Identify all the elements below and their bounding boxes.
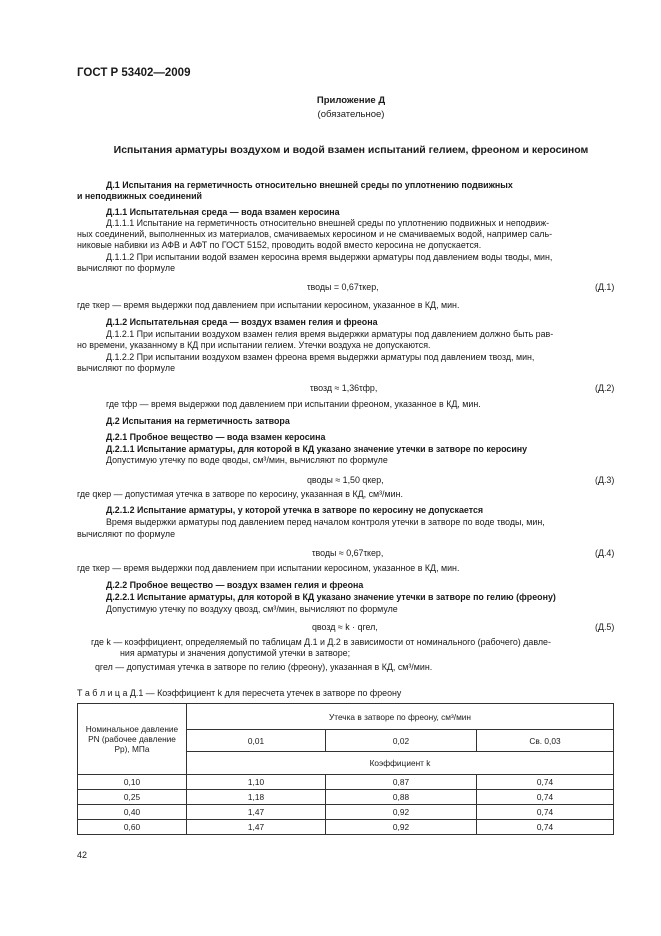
where-d3: где qкер — допустимая утечка в затворе по керосину, указанная в КД, см³/мин. — [77, 489, 403, 499]
section-d211-heading: Д.2.1.1 Испытание арматуры, для которой в КД указано значение утечки в затворе по керосину — [106, 444, 528, 454]
table-cell: 0,25 — [78, 790, 187, 805]
formula-d5: qвозд ≈ k · qгел, — [312, 622, 378, 632]
section-d2-heading: Д.2 Испытания на герметичность затвора — [106, 416, 290, 426]
section-d212-heading: Д.2.1.2 Испытание арматуры, у которой утечка в затворе по керосину не допускается — [106, 505, 484, 515]
para-d111-line3: никовые набивки из АФВ и АФТ по ГОСТ 5152, проводить водой вместо керосина не допускается. — [77, 240, 482, 250]
section-d1-heading: Д.1 Испытания на герметичность относительно внешней среды по уплотнению подвижных — [106, 180, 513, 190]
table-header-leak-group: Утечка в затворе по фреону, см³/мин — [187, 704, 614, 730]
table-cell: 0,92 — [326, 805, 477, 820]
where-d5-line3: qгел — допустимая утечка в затворе по гелию (фреону), указанная в КД, см³/мин. — [95, 662, 433, 672]
table-cell: 1,18 — [187, 790, 326, 805]
table-row — [78, 805, 614, 820]
table-cell: 0,60 — [78, 820, 187, 835]
document-header: ГОСТ Р 53402—2009 — [77, 67, 191, 79]
table-cell: 0,74 — [477, 805, 614, 820]
table-cell: 0,92 — [326, 820, 477, 835]
appendix-heading: Испытания арматуры воздухом и водой взамен испытаний гелием, фреоном и керосином — [113, 144, 589, 156]
section-d1-heading-cont: и неподвижных соединений — [77, 191, 203, 201]
para-d111-line2: ных соединений, выполненных из материалов, смачиваемых керосином и не смачиваемых водой, например саль- — [77, 229, 553, 239]
table-row — [78, 775, 614, 790]
where-d1: где τкер — время выдержки под давлением при испытании керосином, указанное в КД, мин. — [77, 300, 460, 310]
where-d5-line2: ния арматуры и значения допустимой утечки в затворе; — [120, 648, 351, 658]
coefficient-table — [77, 703, 614, 835]
formula-d1-number: (Д.1) — [595, 282, 615, 292]
table-cell: 0,87 — [326, 775, 477, 790]
appendix-title: Приложение Д — [316, 95, 386, 106]
table-row — [78, 820, 614, 835]
section-d221-heading: Д.2.2.1 Испытание арматуры, для которой в КД указано значение утечки в затворе по гелию (фреону) — [106, 592, 556, 602]
table-cell: 1,47 — [187, 820, 326, 835]
where-d2: где τфр — время выдержки под давлением при испытании фреоном, указанное в КД, мин. — [106, 399, 481, 409]
table-row — [78, 790, 614, 805]
para-d112-line1: Д.1.1.2 При испытании водой взамен керосина время выдержки арматуры под давлением воды τводы, мин, — [106, 252, 553, 262]
table-cell: 0,74 — [477, 820, 614, 835]
table-header-coefficient: Коэффициент k — [187, 752, 614, 775]
table-cell: 0,88 — [326, 790, 477, 805]
para-d112-line2: вычисляют по формуле — [77, 263, 176, 273]
section-d21-heading: Д.2.1 Пробное вещество — вода взамен керосина — [106, 432, 326, 442]
section-d22-heading: Д.2.2 Пробное вещество — воздух взамен гелия и фреона — [106, 580, 364, 590]
para-d121-line2: но времени, указанному в КД при испытании гелием. Утечки воздуха не допускаются. — [77, 340, 431, 350]
para-d212-line1: Время выдержки арматуры под давлением перед началом контроля утечки в затворе по воде τводы, мин, — [106, 517, 545, 527]
table-header-leak-3: Св. 0,03 — [477, 730, 614, 752]
para-d122-line1: Д.1.2.2 При испытании воздухом взамен фреона время выдержки арматуры под давлением τвозд, мин, — [106, 352, 535, 362]
para-d221: Допустимую утечку по воздуху qвозд, см³/мин, вычисляют по формуле — [106, 604, 398, 614]
where-d5-line1: где k — коэффициент, определяемый по таблицам Д.1 и Д.2 в зависимости от номинального (рабочего) давле- — [91, 637, 551, 647]
para-d212-line2: вычисляют по формуле — [77, 529, 176, 539]
section-d12-heading: Д.1.2 Испытательная среда — воздух взамен гелия и фреона — [106, 317, 378, 327]
table-cell: 0,40 — [78, 805, 187, 820]
para-d122-line2: вычисляют по формуле — [77, 363, 176, 373]
formula-d4: τводы ≈ 0,67τкер, — [312, 548, 384, 558]
formula-d5-number: (Д.5) — [595, 622, 615, 632]
table-cell: 0,74 — [477, 790, 614, 805]
formula-d3-number: (Д.3) — [595, 475, 615, 485]
table-cell: 1,47 — [187, 805, 326, 820]
para-d111-line1: Д.1.1.1 Испытание на герметичность относительно внешней среды по уплотнению подвижных и неподвиж- — [106, 218, 550, 228]
formula-d3: qводы ≈ 1,50 qкер, — [307, 475, 384, 485]
table-cell: 0,74 — [477, 775, 614, 790]
table-cell: 1,10 — [187, 775, 326, 790]
table-header-leak-2: 0,02 — [326, 730, 477, 752]
table-header-pressure: Номинальное давление PN (рабочее давление Pр), МПа — [78, 704, 187, 775]
table-caption: Т а б л и ц а Д.1 — Коэффициент k для пересчета утечек в затворе по фреону — [77, 688, 402, 698]
para-d211: Допустимую утечку по воде qводы, см³/мин, вычисляют по формуле — [106, 455, 388, 465]
para-d121-line1: Д.1.2.1 При испытании воздухом взамен гелия время выдержки арматуры под давлением должно быть рав- — [106, 329, 554, 339]
appendix-status: (обязательное) — [317, 109, 385, 120]
table-cell: 0,10 — [78, 775, 187, 790]
formula-d1: τводы = 0,67τкер, — [307, 282, 379, 292]
section-d11-heading: Д.1.1 Испытательная среда — вода взамен керосина — [106, 207, 340, 217]
table-header-leak-1: 0,01 — [187, 730, 326, 752]
formula-d4-number: (Д.4) — [595, 548, 615, 558]
page-number: 42 — [77, 850, 88, 860]
formula-d2: τвозд ≈ 1,36τфр, — [310, 383, 378, 393]
where-d4: где τкер — время выдержки под давлением при испытании керосином, указанное в КД, мин. — [77, 563, 460, 573]
formula-d2-number: (Д.2) — [595, 383, 615, 393]
